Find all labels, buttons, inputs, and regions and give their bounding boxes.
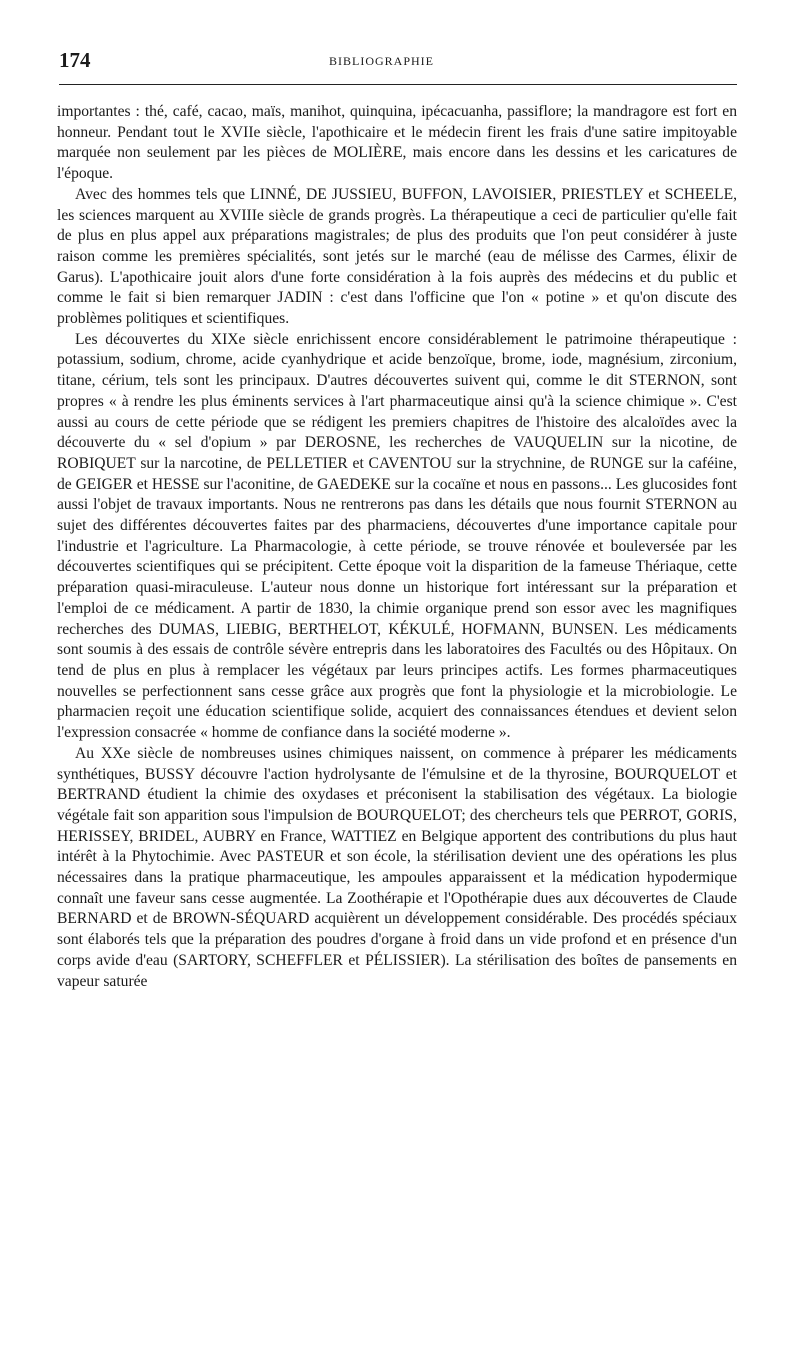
paragraph: Les découvertes du XIXe siècle enrichissent encore considérablement le patrimoine thérapeutique : potassium, sodium, chrome, acide cyanhydrique et acide benzoïque, brome, iode, magnésium, zirconium, titane, cérium, tels sont les principaux. D'autres découvertes suivent qui, comme le dit STERNON, sont propres « à rendre les plus éminents services à l'art pharmaceutique ainsi qu'à la science chimique ». C'est aussi au cours de cette période que se rédigent les premiers chapitres de l'histoire des alcaloïdes avec la découverte du « sel d'opium » par DEROSNE, les recherches de VAUQUELIN sur la nicotine, de ROBIQUET sur la narcotine, de PELLETIER et CAVENTOU sur la strychnine, de RUNGE sur la caféine, de GEIGER et HESSE sur l'aconitine, de GAEDEKE sur la cocaïne et nous en passons... Les glucosides font aussi l'objet de travaux importants. Nous ne rentrerons pas dans les détails que nous fournit STERNON au sujet des différentes découvertes faites par des pharmaciens, découvertes d'une importance capitale pour l'industrie et l'agriculture. La Pharmacologie, à cette période, se trouve rénovée et bouleversée par les découvertes scientifiques qui se précipitent. Cette époque voit la disparition de la fameuse Thériaque, cette préparation quasi-miraculeuse. L'auteur nous donne un historique fort intéressant sur la préparation et l'emploi de ce médicament. A partir de 1830, la chimie organique prend son essor avec les magnifiques recherches des DUMAS, LIEBIG, BERTHELOT, KÉKULÉ, HOFMANN, BUNSEN. Les médicaments sont soumis à des essais de contrôle sévère entrepris dans les laboratoires des Facultés ou des Hôpitaux. On tend de plus en plus à remplacer les végétaux par leurs principes actifs. Les formes pharmaceutiques nouvelles se perfectionnent sans cesse grâce aux progrès que font la physiologie et la microbiologie. Le pharmacien reçoit une éducation scientifique solide, acquiert des connaissances étendues et devient selon l'expression consacrée « homme de confiance dans la société moderne ». <box>57 330 737 742</box>
running-head: BIBLIOGRAPHIE <box>329 54 434 68</box>
body-text <box>57 102 737 992</box>
paragraph: Au XXe siècle de nombreuses usines chimiques naissent, on commence à préparer les médicaments synthétiques, BUSSY découvre l'action hydrolysante de l'émulsine et de la thyrosine, BOURQUELOT et BERTRAND étudient la chimie des oxydases et préconisent la stabilisation des végétaux. La biologie végétale fait son apparition sous l'impulsion de BOURQUELOT; des chercheurs tels que PERROT, GORIS, HERISSEY, BRIDEL, AUBRY en France, WATTIEZ en Belgique apportent des contributions du plus haut intérêt à la Phytochimie. Avec PASTEUR et son école, la stérilisation devient une des opérations les plus nécessaires dans la pratique pharmaceutique, les ampoules apparaissent et la médication hypodermique connaît une faveur sans cesse augmentée. La Zoothérapie et l'Opothérapie dues aux découvertes de Claude BERNARD et de BROWN-SÉQUARD acquièrent un développement considérable. Des procédés spéciaux sont élaborés tels que la préparation des poudres d'organe à froid dans un vide profond et en présence d'un corps avide d'eau (SARTORY, SCHEFFLER et PÉLISSIER). La stérilisation des boîtes de pansements en vapeur saturée <box>57 744 737 990</box>
paragraph: importantes : thé, café, cacao, maïs, manihot, quinquina, ipécacuanha, passiflore; la mandragore est fort en honneur. Pendant tout le XVIIe siècle, l'apothicaire et le médecin firent les frais d'une satire impitoyable marquée non seulement par les pièces de MOLIÈRE, mais encore dans les dessins et les caricatures de l'époque. <box>57 103 737 183</box>
page-number: 174 <box>59 48 91 72</box>
paragraph: Avec des hommes tels que LINNÉ, DE JUSSIEU, BUFFON, LAVOISIER, PRIESTLEY et SCHEELE, les sciences marquent au XVIIIe siècle de grands progrès. La thérapeutique a ceci de particulier qu'elle fait de plus en plus appel aux préparations magistrales; de plus des produits que l'on peut considérer à juste raison comme les premières spécialités, sont jetés sur le marché (eau de mélisse des Carmes, élixir de Garus). L'apothicaire jouit alors d'une forte considération à la fois auprès des médecins et du public et comme le fait si bien remarquer JADIN : c'est dans l'officine que l'on « potine » et qu'on discute des problèmes politiques et scientifiques. <box>57 185 737 328</box>
header-rule <box>59 84 737 85</box>
page <box>57 40 737 990</box>
page-header <box>59 40 713 76</box>
